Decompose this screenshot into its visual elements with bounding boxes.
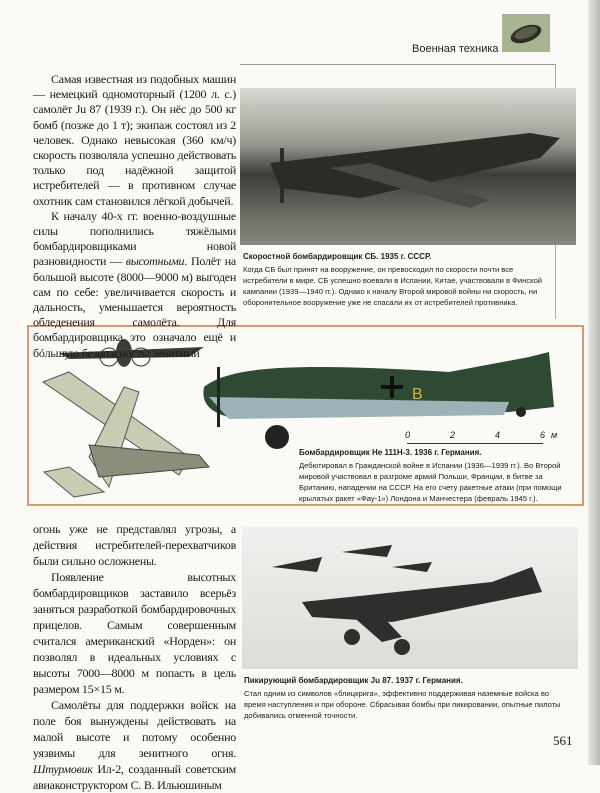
paragraph: огонь уже не представлял угрозы, а действия истребителей-перехватчиков были сильно осложнены. xyxy=(33,522,236,568)
caption-title: Бомбардировщик He 111H-3. 1936 г. Германия. xyxy=(299,448,482,457)
scale-unit: м xyxy=(551,430,558,440)
ju87-photo xyxy=(242,527,578,669)
page-edge xyxy=(588,0,600,765)
sb-caption xyxy=(243,251,553,308)
caption-title: Пикирующий бомбардировщик Ju 87. 1937 г. Германия. xyxy=(244,676,463,685)
header-rule xyxy=(240,64,556,65)
sb-bomber-photo xyxy=(240,88,576,245)
he111-caption xyxy=(299,447,579,504)
scale-tick: 0 xyxy=(405,430,411,440)
scale-tick: 4 xyxy=(495,430,501,440)
body-text-bottom xyxy=(33,521,236,793)
scale-tick: 2 xyxy=(450,430,456,440)
svg-text:B: B xyxy=(412,386,423,403)
section-title: Военная техника xyxy=(412,43,499,55)
armored-vehicle-icon xyxy=(502,14,550,52)
caption-text: Когда СБ был принят на вооружение, он превосходил по скорости почти все истребители в мире. СБ успешно воевали в Испании, Китае, участвовали в Финской кампании (1939—1940 гг.). Однако к началу Второй мировой войны ни скорость, ни оборонительное вооружение уже не спасали их от истребителей противника. xyxy=(243,265,543,307)
caption-text: Стал одним из символов «блицкрига», эффективно поддерживая наземные войска во время наступления и при обороне. Сбрасывая бомбы при пикировании, опытные пилоты добивались отменной точности. xyxy=(244,689,561,720)
caption-title: Скоростной бомбардировщик СБ. 1935 г. СССР. xyxy=(243,252,432,261)
paragraph: Появление высотных бомбардировщиков заставило всерьёз заняться разработкой бомбардировочных прицелов. Самым совершенным считался американский «Норден»: он позволял в идеальных условиях с высоты 7000—8000 м попасть в цель размером 15×15 м. xyxy=(33,570,236,696)
paragraph: Самая известная из подобных машин — немецкий одномоторный (1200 л. с.) самолёт Ju 87 (1939 г.). Он нёс до 500 кг бомб (позже до 1 т); экипаж состоял из 2 человек. Однако невысокая (360 км/ч) скорость позволяла успешно действовать только под надёжной защитой истребителей — в противном случае охотник сам становился лёгкой добычей. xyxy=(33,72,236,208)
paragraph: К началу 40-х гг. военно-воздушные силы пополнились тяжёлыми бомбардировщиками новой разновидности — высотными. Полёт на большой высоте (8000—9000 м) выгоден сам по себе: увеличивается скорость и дальность, уменьшается вероятность обледенения самолёта. Для бомбардировщика это означало ещё и бóльшую безопасность: зенитный xyxy=(33,208,236,360)
ju87-caption xyxy=(244,675,564,721)
paragraph: Самолёты для поддержки войск на поле боя вынуждены действовать на малой высоте и потому особенно уязвимы для зенитного огня. Штурмовик Ил-2, созданный советским авиаконструктором С. В. Ильюшиным xyxy=(33,698,236,792)
page-number: 561 xyxy=(553,733,573,748)
scale-tick: 6 xyxy=(540,430,546,440)
body-text-top xyxy=(33,72,236,361)
caption-text: Дебютировал в Гражданской войне в Испании (1936—1939 гг.). Во Второй мировой участвовал в разгроме армий Польши, Франции, в битве за Британию, нападении на СССР. На его счету ракетные атаки (при помощи крылатых ракет «Фау-1») Лондона и Манчестера (февраль 1945 г.). xyxy=(299,461,562,503)
